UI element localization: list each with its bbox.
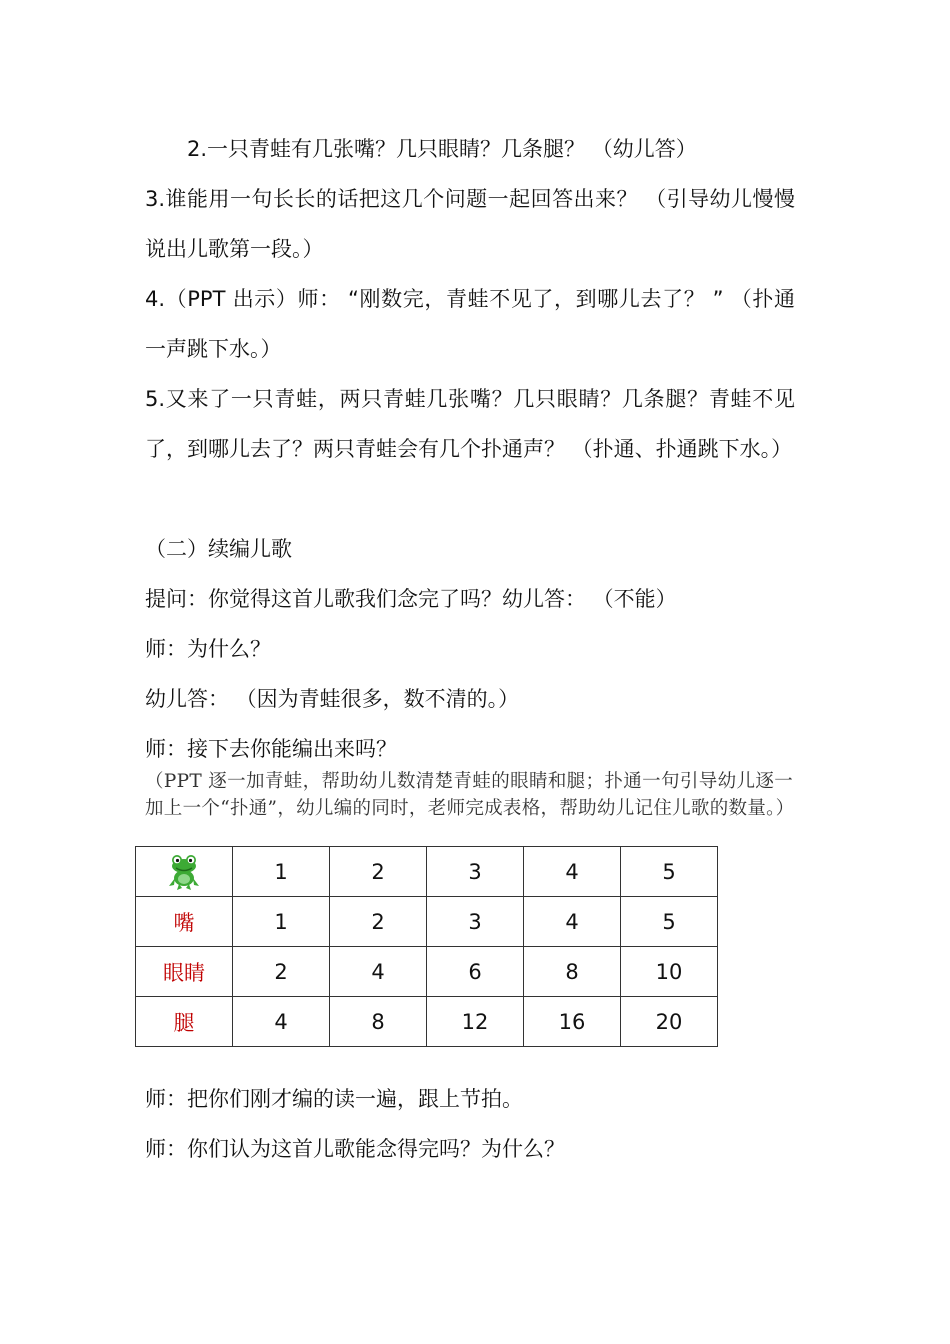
table-cell: 12 — [427, 997, 524, 1047]
question-3: 3.谁能用一句长长的话把这几个问题一起回答出来？ （引导幼儿慢慢说出儿歌第一段。） — [145, 187, 795, 261]
table-cell: 10 — [621, 947, 718, 997]
table-cell: 4 — [233, 997, 330, 1047]
frog-header-cell — [136, 847, 233, 897]
table-cell: 2 — [233, 947, 330, 997]
table-row-eyes — [136, 947, 718, 997]
header-cell: 2 — [330, 847, 427, 897]
table-row-mouth — [136, 897, 718, 947]
table-cell: 1 — [233, 897, 330, 947]
table-cell: 20 — [621, 997, 718, 1047]
table-cell: 2 — [330, 897, 427, 947]
question-4: 4.（PPT 出示）师： “刚数完，青蛙不见了，到哪儿去了？ ” （扑通一声跳下水。） — [145, 287, 795, 361]
table-cell: 4 — [330, 947, 427, 997]
table-cell: 5 — [621, 897, 718, 947]
row-label-mouth: 嘴 — [136, 897, 233, 947]
table-cell: 4 — [524, 897, 621, 947]
teacher-read: 师：把你们刚才编的读一遍，跟上节拍。 — [145, 1087, 523, 1111]
table-cell: 6 — [427, 947, 524, 997]
header-cell: 1 — [233, 847, 330, 897]
frog-count-table — [135, 846, 718, 1047]
question-ask: 提问：你觉得这首儿歌我们念完了吗？幼儿答： （不能） — [145, 587, 677, 611]
teacher-next: 师：接下去你能编出来吗？ — [145, 737, 397, 761]
header-cell: 5 — [621, 847, 718, 897]
table-cell: 8 — [330, 997, 427, 1047]
row-label-eyes: 眼睛 — [136, 947, 233, 997]
table-row-legs — [136, 997, 718, 1047]
child-answer: 幼儿答： （因为青蛙很多，数不清的。） — [145, 687, 520, 711]
question-5: 5.又来了一只青蛙，两只青蛙几张嘴？几只眼睛？几条腿？青蛙不见了，到哪儿去了？两只青蛙会有几个扑通声？ （扑通、扑通跳下水。） — [145, 387, 795, 461]
row-label-legs: 腿 — [136, 997, 233, 1047]
teacher-finish: 师：你们认为这首儿歌能念得完吗？为什么？ — [145, 1137, 565, 1161]
header-cell: 3 — [427, 847, 524, 897]
table-cell: 3 — [427, 897, 524, 947]
question-2: 2.一只青蛙有几张嘴？几只眼睛？几条腿？ （幼儿答） — [187, 137, 697, 161]
table-cell: 16 — [524, 997, 621, 1047]
frog-icon — [164, 852, 204, 892]
table-cell: 8 — [524, 947, 621, 997]
table-header-row — [136, 847, 718, 897]
teacher-why: 师：为什么？ — [145, 637, 271, 661]
section-heading: （二）续编儿歌 — [145, 537, 292, 561]
ppt-note: （PPT 逐一加青蛙，帮助幼儿数清楚青蛙的眼睛和腿；扑通一句引导幼儿逐一加上一个“扑通”，幼儿编的同时，老师完成表格，帮助幼儿记住儿歌的数量。） — [145, 771, 795, 819]
header-cell: 4 — [524, 847, 621, 897]
